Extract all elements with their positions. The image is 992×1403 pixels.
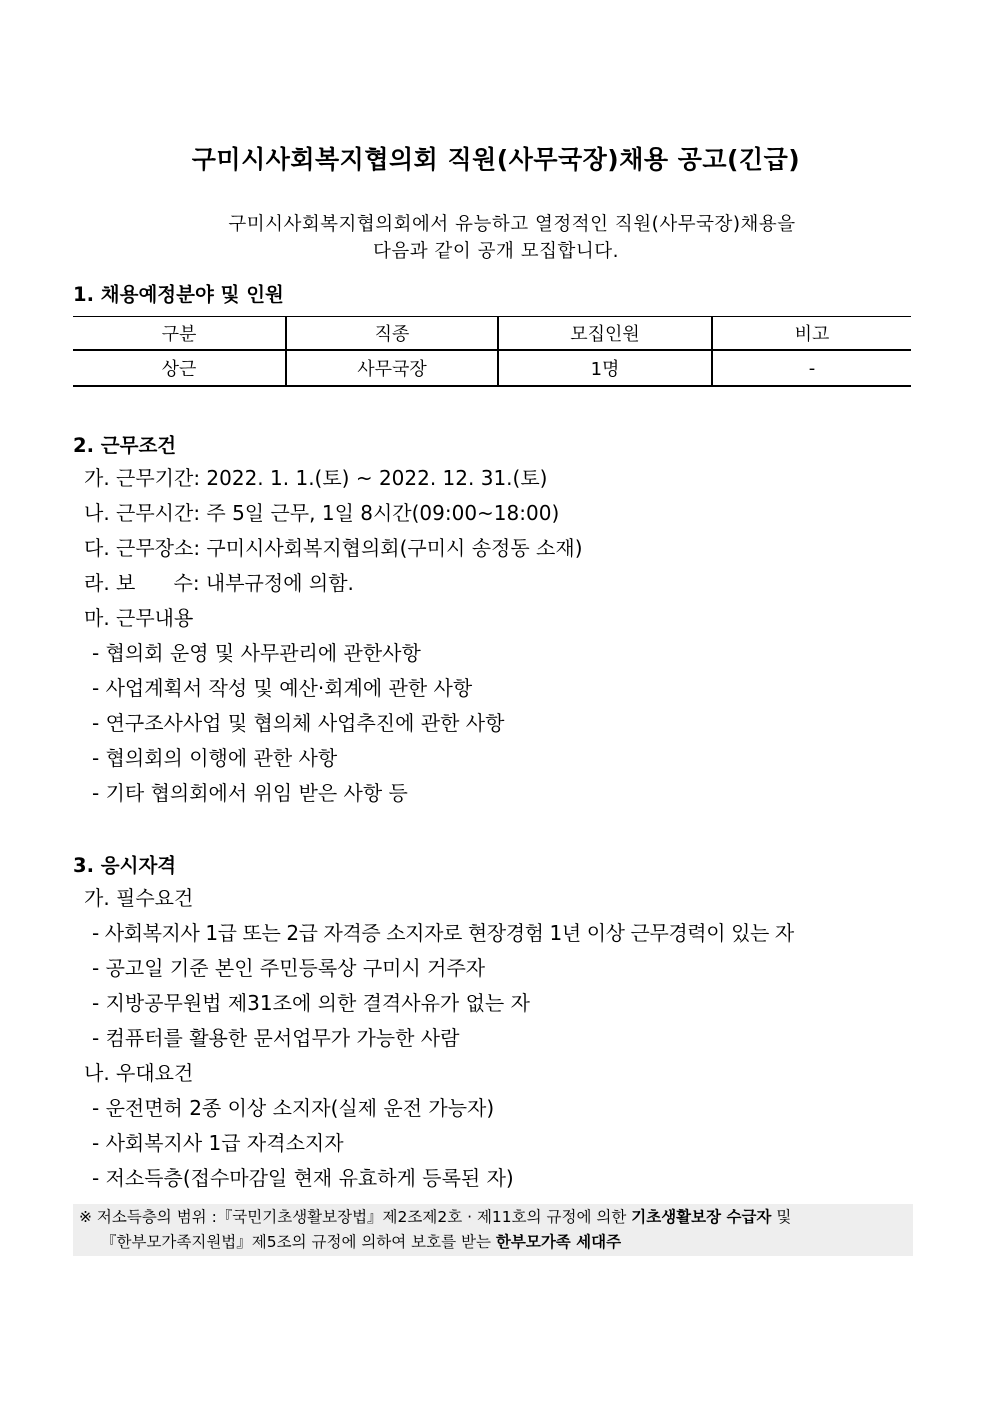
note-line-1 [79, 1205, 791, 1230]
table-cell: 상근 [73, 350, 286, 386]
intro-line-1: 구미시사회복지협의회에서 유능하고 열정적인 직원(사무국장)채용을 [228, 214, 796, 235]
table-header-cell: 비고 [712, 317, 911, 351]
table-cell: - [712, 350, 911, 386]
condition-item: 다. 근무장소: 구미시사회복지협의회(구미시 송정동 소재) [84, 536, 583, 560]
table-cell: 사무국장 [286, 350, 498, 386]
low-income-note [73, 1204, 913, 1256]
preferred-item: - 운전면허 2종 이상 소지자(실제 운전 가능자) [92, 1096, 495, 1120]
preferred-heading: 나. 우대요건 [84, 1061, 194, 1085]
required-item: - 공고일 기준 본인 주민등록상 구미시 거주자 [92, 956, 486, 980]
note-emphasis: 한부모가족 세대주 [495, 1233, 622, 1251]
note-text: ※ 저소득층의 범위 :『국민기초생활보장법』제2조제2호 · 제11호의 규정에 의한 [79, 1208, 632, 1226]
note-text: 및 [771, 1208, 792, 1226]
condition-item: 마. 근무내용 [84, 606, 194, 630]
note-text: 『한부모가족지원법』제5조의 규정에 의하여 보호를 받는 [101, 1233, 496, 1251]
table-header-cell: 모집인원 [498, 317, 712, 351]
section-1-heading: 1. 채용예정분야 및 인원 [73, 283, 284, 306]
duty-item: - 연구조사사업 및 협의체 사업추진에 관한 사항 [92, 711, 505, 735]
duty-item: - 협의회의 이행에 관한 사항 [92, 746, 338, 770]
preferred-item: - 저소득층(접수마감일 현재 유효하게 등록된 자) [92, 1166, 514, 1190]
required-item: - 사회복지사 1급 또는 2급 자격증 소지자로 현장경험 1년 이상 근무경력이 있는 자 [92, 921, 794, 945]
required-item: - 지방공무원법 제31조에 의한 결격사유가 없는 자 [92, 991, 530, 1015]
condition-item: 가. 근무기간: 2022. 1. 1.(토) ~ 2022. 12. 31.(토) [84, 466, 548, 490]
condition-item: 나. 근무시간: 주 5일 근무, 1일 8시간(09:00~18:00) [84, 501, 560, 525]
table-cell: 1명 [498, 350, 712, 386]
section-3-heading: 3. 응시자격 [73, 854, 177, 877]
condition-item: 라. 보 수: 내부규정에 의함. [84, 571, 354, 595]
table-header-row [73, 317, 911, 351]
table-row [73, 350, 911, 386]
page-title: 구미시사회복지협의회 직원(사무국장)채용 공고(긴급) [191, 145, 801, 174]
note-emphasis: 기초생활보장 수급자 [631, 1208, 772, 1226]
required-item: - 컴퓨터를 활용한 문서업무가 가능한 사람 [92, 1026, 460, 1050]
recruitment-table [73, 316, 911, 387]
table-header-cell: 구분 [73, 317, 286, 351]
preferred-item: - 사회복지사 1급 자격소지자 [92, 1131, 344, 1155]
note-line-2 [101, 1230, 621, 1255]
duty-item: - 사업계획서 작성 및 예산·회계에 관한 사항 [92, 676, 473, 700]
required-heading: 가. 필수요건 [84, 886, 194, 910]
intro-paragraph [0, 211, 992, 265]
table-header-cell: 직종 [286, 317, 498, 351]
intro-line-2: 다음과 같이 공개 모집합니다. [373, 241, 619, 262]
section-2-heading: 2. 근무조건 [73, 434, 177, 457]
duty-item: - 협의회 운영 및 사무관리에 관한사항 [92, 641, 421, 665]
duty-item: - 기타 협의회에서 위임 받은 사항 등 [92, 781, 408, 805]
